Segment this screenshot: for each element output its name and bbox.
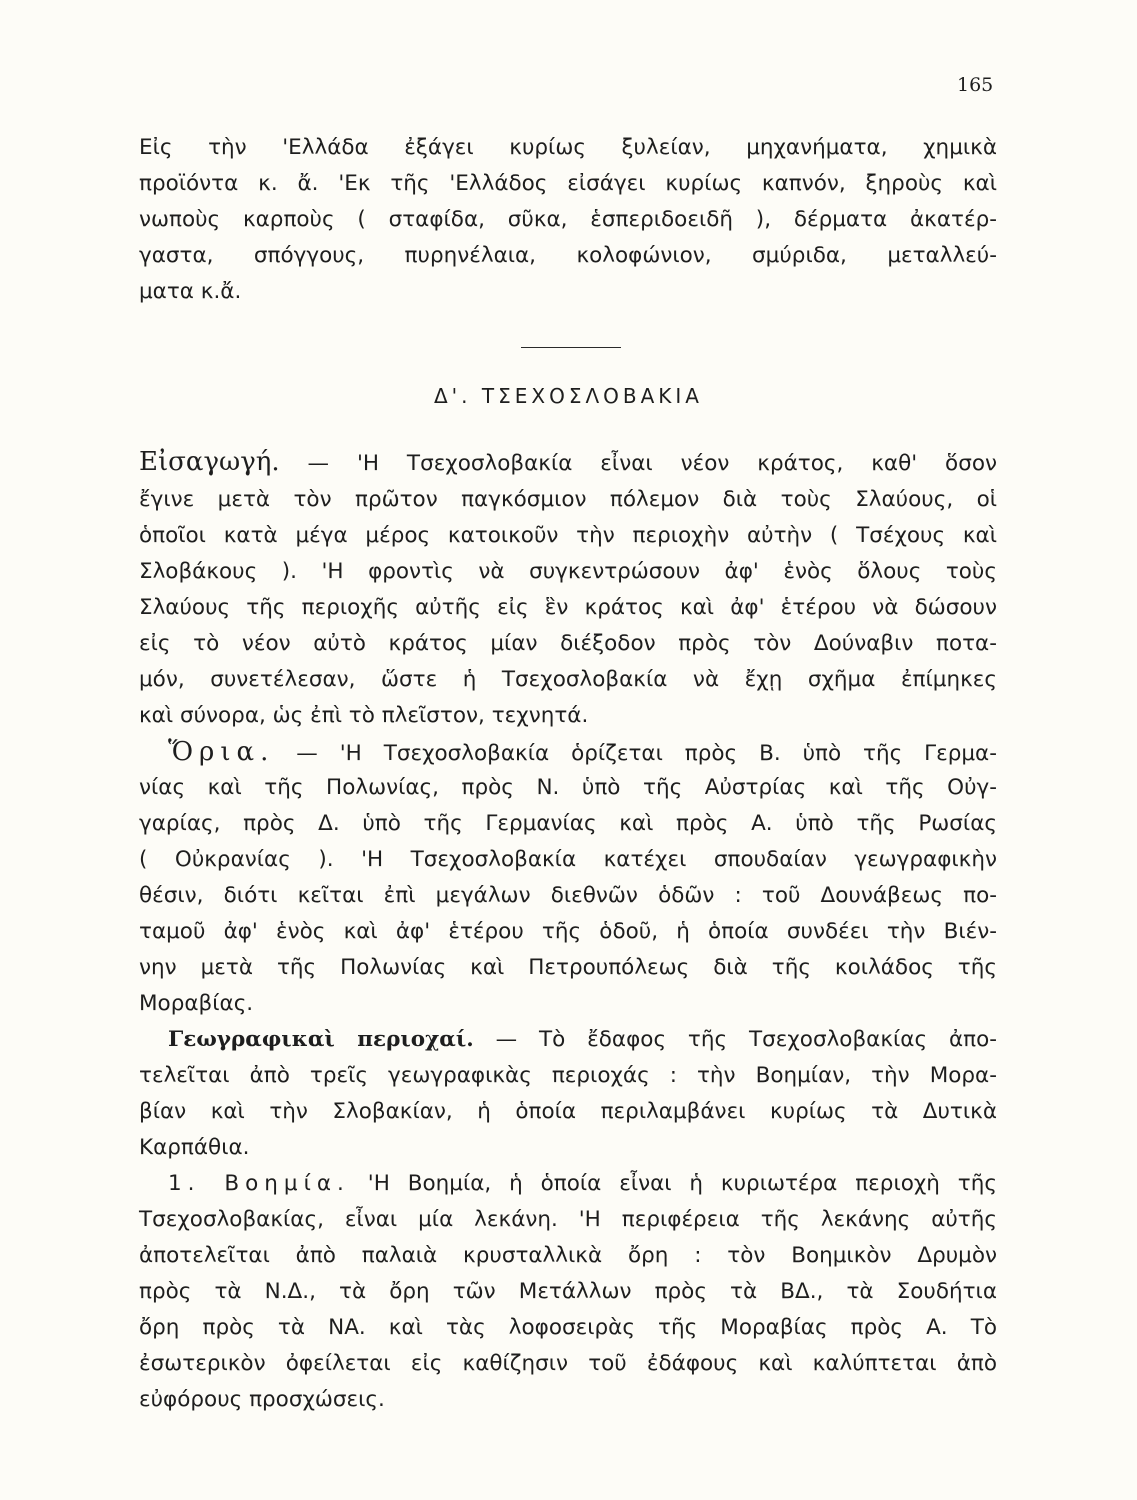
introduction-heading: Εἰσαγωγή. [139,447,280,477]
introduction-line: Σλοβάκους ). 'Η φροντὶς νὰ συγκεντρώσουν ἀφ' ἑνὸς ὅλους τοὺς [139,559,997,584]
introduction-line: μόν, συνετέλεσαν, ὥστε ἡ Τσεχοσλοβακία νὰ ἔχῃ σχῆμα ἐπίμηκες [139,667,997,692]
borders-first-text: — 'Η Τσεχοσλοβακία ὁρίζεται πρὸς Β. ὑπὸ τῆς Γερμα- [296,741,997,766]
bohemia-line: ὄρη πρὸς τὰ ΝΑ. καὶ τὰς λοφοσειρὰς τῆς Μοραβίας πρὸς Α. Τὸ [139,1315,997,1340]
borders-line: γαρίας, πρὸς Δ. ὑπὸ τῆς Γερμανίας καὶ πρὸς Α. ὑπὸ τῆς Ρωσίας [139,811,997,836]
regions-line: βίαν καὶ τὴν Σλοβακίαν, ἡ ὁποία περιλαμβάνει κυρίως τὰ Δυτικὰ [139,1099,997,1124]
introduction-line: ὁποῖοι κατὰ μέγα μέρος κατοικοῦν τὴν περιοχὴν αὐτὴν ( Τσέχους καὶ [139,523,997,548]
section-divider [521,347,621,348]
intro-line-2: προϊόντα κ. ἄ. 'Εκ τῆς 'Ελλάδος εἰσάγει κυρίως καπνόν, ξηροὺς καὶ [139,171,997,196]
borders-line: Μοραβίας. [139,991,254,1016]
regions-line: τελεῖται ἀπὸ τρεῖς γεωγραφικὰς περιοχάς : τὴν Βοημίαν, τὴν Μορα- [139,1063,997,1088]
intro-line-3: νωποὺς καρποὺς ( σταφίδα, σῦκα, ἑσπεριδοειδῆ ), δέρματα ἀκατέρ- [139,207,997,232]
introduction-first-line [139,444,997,483]
borders-line: θέσιν, διότι κεῖται ἐπὶ μεγάλων διεθνῶν ὁδῶν : τοῦ Δουνάβεως πο- [139,883,997,908]
introduction-line: Σλαύους τῆς περιοχῆς αὐτῆς εἰς ἓν κράτος καὶ ἀφ' ἑτέρου νὰ δώσουν [139,595,997,620]
regions-line: Καρπάθια. [139,1135,250,1160]
bohemia-line: Τσεχοσλοβακίας, εἶναι μία λεκάνη. 'Η περιφέρεια τῆς λεκάνης αὐτῆς [139,1207,997,1232]
introduction-line: καὶ σύνορα, ὡς ἐπὶ τὸ πλεῖστον, τεχνητά. [139,703,589,728]
borders-first-line [168,734,997,773]
chapter-title: Δ'. ΤΣΕΧΟΣΛΟΒΑΚΙΑ [434,384,703,408]
bohemia-first-text: 'Η Βοημία, ἡ ὁποία εἶναι ἡ κυριωτέρα περιοχὴ τῆς [367,1171,997,1196]
introduction-first-text: — 'Η Τσεχοσλοβακία εἶναι νέον κράτος, καθ' ὅσον [307,451,997,476]
introduction-line: εἰς τὸ νέον αὐτὸ κράτος μίαν διέξοδον πρὸς τὸν Δούναβιν ποτα- [139,631,997,656]
bohemia-line: εὐφόρους προσχώσεις. [139,1387,385,1412]
bohemia-line: πρὸς τὰ Ν.Δ., τὰ ὄρη τῶν Μετάλλων πρὸς τὰ ΒΔ., τὰ Σουδήτια [139,1279,997,1304]
borders-line: νίας καὶ τῆς Πολωνίας, πρὸς Ν. ὑπὸ τῆς Αὐστρίας καὶ τῆς Οὐγ- [139,775,997,800]
bohemia-line: ἀποτελεῖται ἀπὸ παλαιὰ κρυσταλλικὰ ὄρη : τὸν Βοημικὸν Δρυμὸν [139,1243,997,1268]
intro-line-5: ματα κ.ἄ. [139,279,242,304]
borders-heading: Ὅρια. [168,737,275,767]
bohemia-first-line [168,1166,997,1203]
bohemia-line: ἐσωτερικὸν ὀφείλεται εἰς καθίζησιν τοῦ ἐδάφους καὶ καλύπτεται ἀπὸ [139,1351,997,1376]
page-number: 165 [957,74,994,96]
intro-line-1: Εἰς τὴν 'Ελλάδα ἐξάγει κυρίως ξυλείαν, μηχανήματα, χημικὰ [139,135,997,160]
intro-line-4: γαστα, σπόγγους, πυρηνέλαια, κολοφώνιον, σμύριδα, μεταλλεύ- [139,243,997,268]
borders-line: ταμοῦ ἀφ' ἑνὸς καὶ ἀφ' ἑτέρου τῆς ὁδοῦ, ἡ ὁποία συνδέει τὴν Βιέν- [139,919,997,944]
regions-first-text: — Τὸ ἔδαφος τῆς Τσεχοσλοβακίας ἀπο- [495,1027,998,1052]
introduction-line: ἔγινε μετὰ τὸν πρῶτον παγκόσμιον πόλεμον διὰ τοὺς Σλαύους, οἱ [139,487,997,512]
regions-heading: Γεωγραφικαὶ περιοχαί. [168,1027,474,1052]
borders-line: νην μετὰ τῆς Πολωνίας καὶ Πετρουπόλεως διὰ τῆς κοιλάδος τῆς [139,955,997,980]
bohemia-heading: 1. Βοημία. [168,1171,350,1196]
regions-first-line [168,1022,997,1059]
borders-line: ( Οὐκρανίας ). 'Η Τσεχοσλοβακία κατέχει σπουδαίαν γεωγραφικὴν [139,847,997,872]
